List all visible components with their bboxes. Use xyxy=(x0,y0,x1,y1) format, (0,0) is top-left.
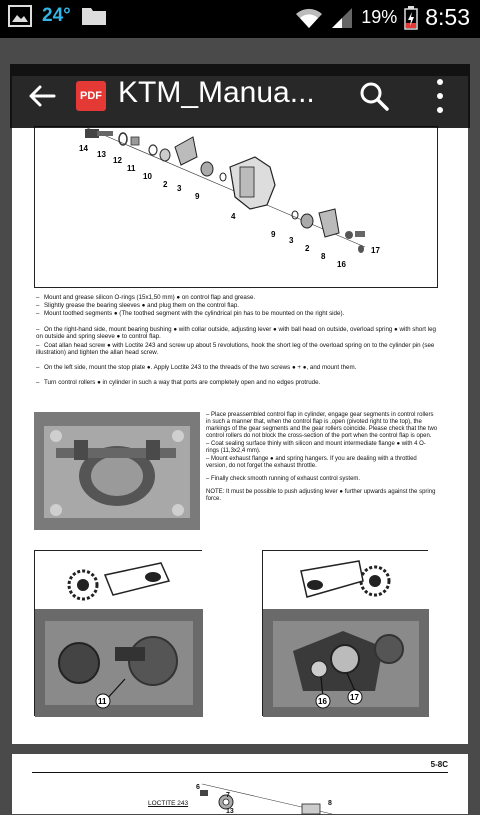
instruction-item: – Turn control rollers ● in cylinder in such a way that ports are completely open and no edges protrude. xyxy=(36,379,321,386)
exploded-parts-diagram xyxy=(34,126,438,288)
back-arrow-icon[interactable] xyxy=(26,80,58,112)
part-number: 13 xyxy=(226,808,234,815)
part-number: 9 xyxy=(271,230,276,239)
right-instructions xyxy=(206,412,438,503)
wifi-icon xyxy=(295,6,323,30)
instruction-item: – Finally check smooth running of exhaust control system. xyxy=(206,476,361,482)
part-number: 4 xyxy=(231,212,236,221)
loctite-label: LOCTITE 243 xyxy=(148,800,189,807)
more-options-icon[interactable] xyxy=(434,76,446,116)
instruction-item: – On the left side, mount the stop plate ●. Apply Loctite 243 to the threads of the two screws ● + ●, and mount them. xyxy=(36,364,357,371)
cylinder-photo xyxy=(34,412,200,530)
photo-callout: 17 xyxy=(350,693,359,702)
part-number: 3 xyxy=(289,236,294,245)
part-number: 14 xyxy=(79,144,88,153)
part-number: 10 xyxy=(143,172,152,181)
part-number: 8 xyxy=(328,800,332,807)
part-number: 12 xyxy=(113,156,122,165)
part-number: 13 xyxy=(97,150,106,159)
photo-callout: 16 xyxy=(318,697,327,706)
part-number: 6 xyxy=(196,784,200,791)
instruction-item: – On the right-hand side, mount bearing bushing ● with collar outside, adjusting lever ● with ball head on outside, overload spring ● with short leg on outside and spring sleeve ● to control flap. xyxy=(36,326,436,341)
app-bar xyxy=(10,64,470,128)
part-number: 11 xyxy=(127,164,136,173)
instruction-item: – Mount and grease silicon O-rings (15x1,50 mm) ● on control flap and grease. xyxy=(36,294,256,301)
part-number: 17 xyxy=(371,246,380,255)
status-bar xyxy=(0,0,480,38)
weather-temperature: 24° xyxy=(42,5,71,26)
battery-charging-icon xyxy=(404,6,418,30)
part-number: 7 xyxy=(226,792,230,799)
photo-callout: 11 xyxy=(98,697,107,706)
gear-detail-photo-right xyxy=(262,550,428,716)
folder-icon xyxy=(81,5,107,27)
instruction-item: – Mount exhaust flange ● and spring hangers. If you are dealing with a throttled version, do not forget the exhaust throttle. xyxy=(206,456,417,469)
diagram-drawing xyxy=(35,127,437,287)
pdf-page-next xyxy=(12,754,468,814)
part-number: 3 xyxy=(177,184,182,193)
divider xyxy=(32,772,448,773)
battery-percent: 19% xyxy=(361,7,398,27)
part-number: 9 xyxy=(195,192,200,201)
part-number: 2 xyxy=(305,244,310,253)
page2-diagram xyxy=(182,780,342,814)
pdf-viewer[interactable] xyxy=(0,38,480,815)
instruction-item: – Place preassembled control flap in cylinder, engage gear segments in control rollers in such a manner that, when the control flap is ,open (pivoted right to the top), the markings of the gear segments and the gear rollers coincide. Please check that the two control rollers do not block the cross-section of the port when the control flap is open. xyxy=(206,412,438,439)
instruction-item: – Coat sealing surface thinly with silicon and mount intermediate flange ● with 4 O-rings (11,3x2,4 mm). xyxy=(206,441,426,454)
note-text: NOTE: It must be possible to push adjusting lever ● further upwards against the spring force. xyxy=(206,489,436,502)
signal-icon xyxy=(330,6,354,30)
clock: 8:53 xyxy=(425,4,470,30)
instruction-item: – Coat allan head screw ● with Loctite 243 and screw up about 5 revolutions, hook the short leg of the overload spring on to the cylinder pin (see illustration) and tighten the allan head screw. xyxy=(36,342,435,357)
gear-detail-photo-left xyxy=(34,550,202,716)
instruction-item: – Slightly grease the bearing sleeves ● and plug them on the control flap. xyxy=(36,302,239,309)
pdf-page xyxy=(12,76,468,744)
page-number: 5-8C xyxy=(430,760,448,769)
document-title: KTM_Manua... xyxy=(118,76,315,109)
part-number: 2 xyxy=(163,180,168,189)
part-number: 8 xyxy=(321,252,326,261)
gallery-icon xyxy=(8,5,32,27)
search-icon[interactable] xyxy=(358,80,390,112)
instruction-item: – Mount toothed segments ● (The toothed segment with the cylindrical pin has to be mounted on the right side). xyxy=(36,310,345,317)
part-number: 16 xyxy=(337,260,346,269)
pdf-file-icon: PDF xyxy=(76,81,106,111)
